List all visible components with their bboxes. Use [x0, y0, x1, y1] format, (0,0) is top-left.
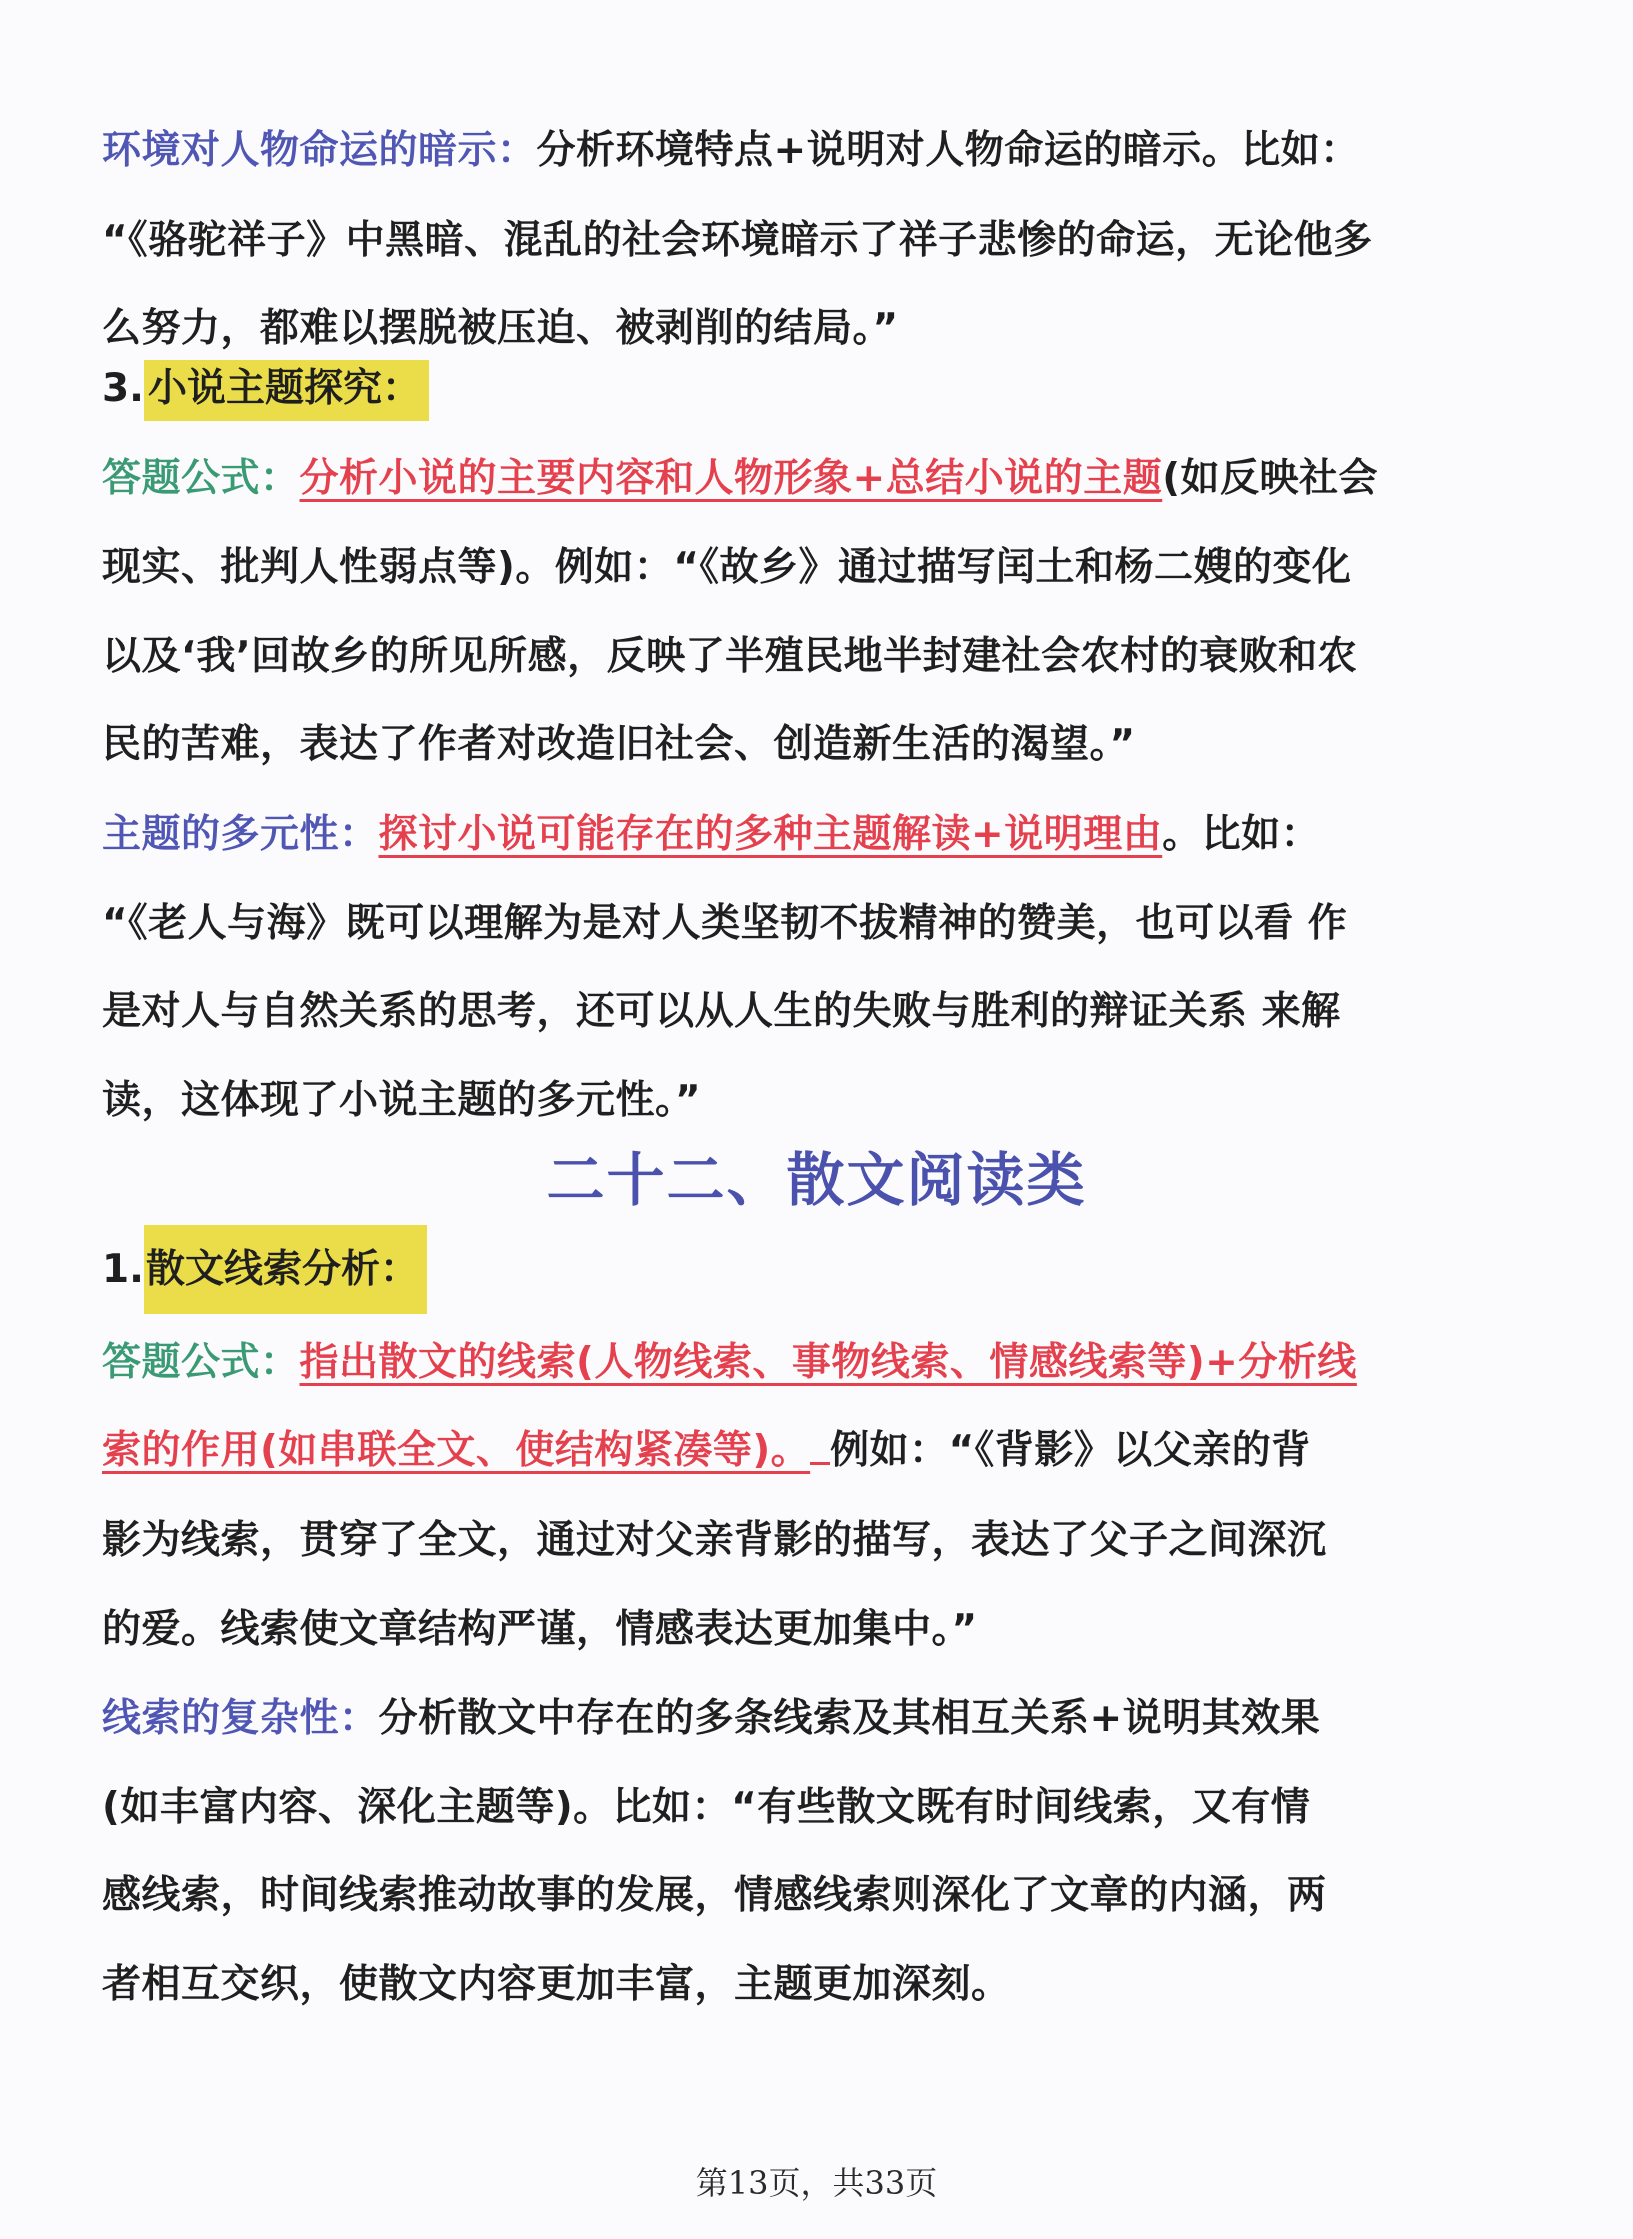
paragraph-line: “《老人与海》既可以理解为是对人类坚韧不拔精神的赞美，也可以看 作 — [102, 901, 1348, 946]
paragraph-line: 的爱。线索使文章结构严谨，情感表达更加集中。” — [102, 1607, 978, 1652]
paragraph-line: 影为线索，贯穿了全文，通过对父亲背影的描写，表达了父子之间深沉 — [102, 1518, 1327, 1563]
formula-label: 答题公式： — [102, 1340, 300, 1385]
heading-number: 3. — [102, 366, 144, 411]
paragraph-line: 感线索，时间线索推动故事的发展，情感线索则深化了文章的内涵，两 — [102, 1873, 1327, 1918]
term-text: 分析散文中存在的多条线索及其相互关系+说明其效果 — [378, 1696, 1321, 1741]
section-title: 二十二、散文阅读类 — [546, 1146, 1087, 1214]
term-label: 主题的多元性： — [102, 812, 379, 857]
formula-tail: (如反映社会 — [1162, 456, 1379, 501]
heading-title-highlighted: 小说主题探究： — [144, 360, 429, 421]
paragraph-line: 么努力，都难以摆脱被压迫、被剥削的结局。” — [102, 306, 899, 351]
term-emphasis: 探讨小说可能存在的多种主题解读+说明理由 — [378, 812, 1163, 857]
heading-title-highlighted: 散文线索分析： — [144, 1225, 427, 1314]
formula-emphasis: 索的作用(如串联全文、使结构紧凑等)。 — [102, 1428, 811, 1473]
paragraph-line — [102, 452, 1547, 506]
paragraph-line — [102, 808, 1547, 862]
paragraph-line: (如丰富内容、深化主题等)。比如：“有些散文既有时间线索，又有情 — [102, 1785, 1311, 1830]
term-text: 分析环境特点+说明对人物命运的暗示。比如： — [536, 128, 1360, 173]
term-label: 线索的复杂性： — [102, 1696, 379, 1741]
underline-extension — [810, 1424, 830, 1465]
subsection-heading — [102, 1243, 427, 1297]
formula-tail: 例如：“《背影》以父亲的背 — [830, 1428, 1311, 1473]
formula-label: 答题公式： — [102, 456, 300, 501]
subsection-heading — [102, 362, 429, 416]
formula-emphasis: 指出散文的线索(人物线索、事物线索、情感线索等)+分析线 — [299, 1340, 1357, 1385]
paragraph-line — [102, 124, 1547, 178]
paragraph-line: 以及‘我’回故乡的所见所感，反映了半殖民地半封建社会农村的衰败和农 — [102, 634, 1358, 679]
term-label: 环境对人物命运的暗示： — [102, 128, 537, 173]
paragraph-line: 民的苦难，表达了作者对改造旧社会、创造新生活的渴望。” — [102, 722, 1136, 767]
paragraph-line — [102, 1424, 1547, 1478]
paragraph-line: “《骆驼祥子》中黑暗、混乱的社会环境暗示了祥子悲惨的命运，无论他多 — [102, 218, 1373, 263]
heading-number: 1. — [102, 1247, 144, 1292]
paragraph-line: 者相互交织，使散文内容更加丰富，主题更加深刻。 — [102, 1962, 1011, 2007]
term-tail: 。比如： — [1162, 812, 1321, 857]
paragraph-line: 是对人与自然关系的思考，还可以从人生的失败与胜利的辩证关系 来解 — [102, 989, 1341, 1034]
paragraph-line: 现实、批判人性弱点等)。例如：“《故乡》通过描写闰土和杨二嫂的变化 — [102, 545, 1352, 590]
paragraph-line — [102, 1336, 1547, 1390]
formula-emphasis: 分析小说的主要内容和人物形象+总结小说的主题 — [299, 456, 1163, 501]
page-indicator: 第13页，共33页 — [695, 2164, 938, 2202]
paragraph-line — [102, 1692, 1547, 1746]
paragraph-line: 读，这体现了小说主题的多元性。” — [102, 1078, 702, 1123]
